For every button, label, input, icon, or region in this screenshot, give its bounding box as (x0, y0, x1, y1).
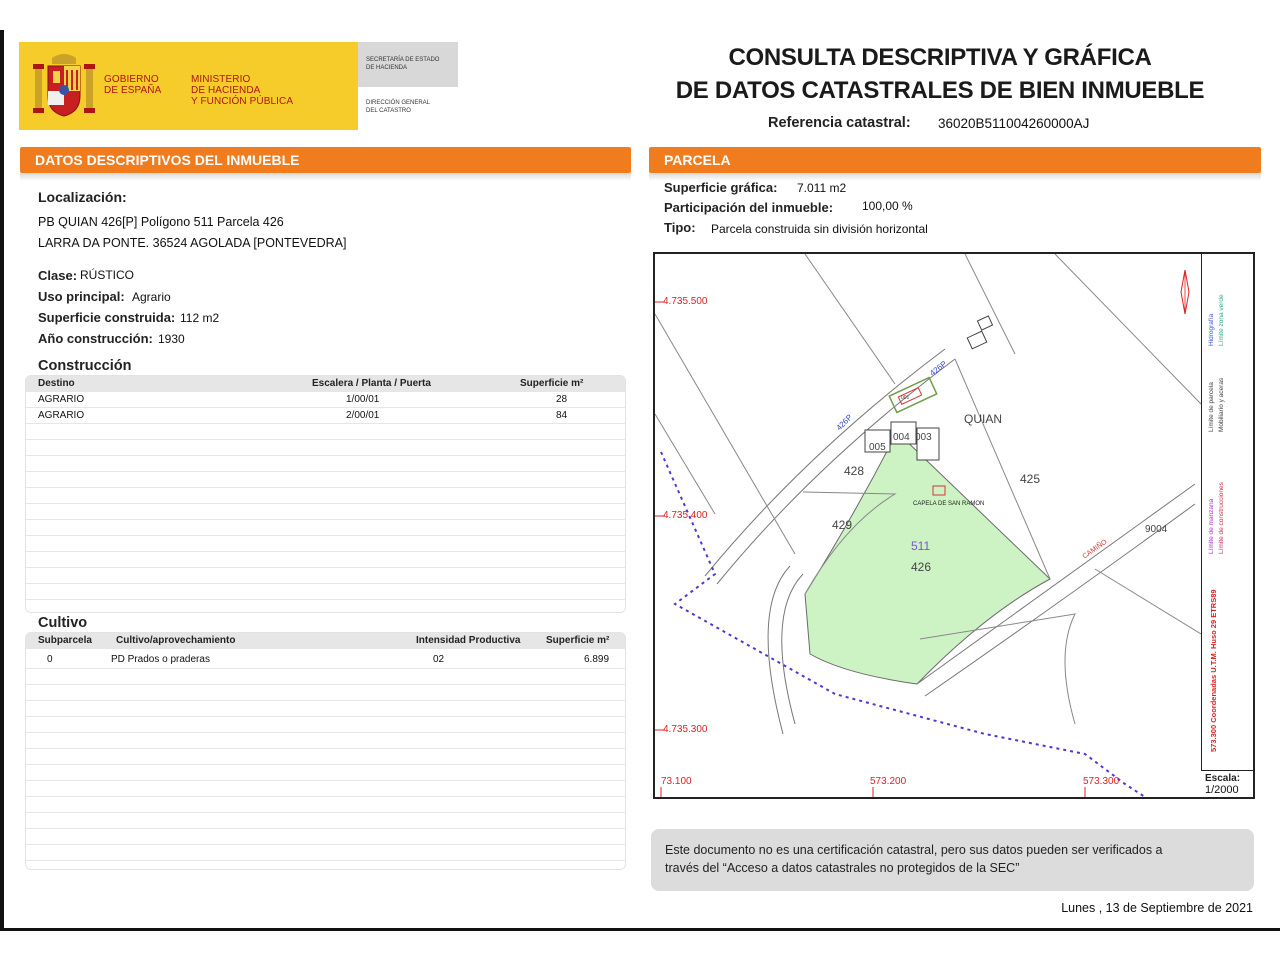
north-arrow-icon (1177, 268, 1193, 316)
table-row-line (26, 700, 625, 701)
table-row-line (26, 407, 625, 408)
anio-construccion-value: 1930 (158, 332, 185, 346)
col-subparcela: Subparcela (38, 635, 92, 646)
page-left-border (0, 30, 4, 930)
document-date: Lunes , 13 de Septiembre de 2021 (1061, 901, 1253, 915)
legend-zona-verde: Límite zona verde (1218, 294, 1225, 346)
legend-limite-construcciones: Límite de construcciones (1218, 482, 1225, 554)
construccion-table (25, 375, 626, 613)
table-cell: 02 (433, 654, 445, 665)
road-426p-label: 426P (928, 359, 949, 378)
localizacion-line2: LARRA DA PONTE. 36524 AGOLADA [PONTEVEDRA] (38, 236, 347, 250)
superficie-grafica-value: 7.011 m2 (797, 181, 847, 195)
parcel-428-label: 428 (844, 464, 865, 478)
y-coord-label: 4.735.400 (663, 510, 708, 521)
table-row-line (26, 780, 625, 781)
x-coord-label: 573.300 (1083, 776, 1120, 787)
building-quian (977, 316, 992, 330)
document-title-line1: CONSULTA DESCRIPTIVA Y GRÁFICA (728, 44, 1152, 71)
camino-label: CAMIÑO (1081, 538, 1109, 561)
table-row-line (26, 716, 625, 717)
x-coord-label: 73.100 (661, 776, 692, 787)
table-row-line (26, 764, 625, 765)
legend-limite-manzana: Límite de manzana (1208, 498, 1215, 554)
col-superficie: Superficie m² (546, 635, 610, 646)
parcel-425-label: 425 (1020, 472, 1041, 486)
table-cell: 1/00/01 (346, 394, 380, 405)
table-row-line (26, 828, 625, 829)
building-001 (889, 378, 936, 413)
header-shadow (20, 173, 631, 181)
table-row-line (26, 583, 625, 584)
map-drawing (655, 254, 1201, 797)
table-row-line (26, 535, 625, 536)
table-row-line (26, 439, 625, 440)
uso-principal-label: Uso principal: (38, 289, 125, 304)
ministerio-text: MINISTERIO DE HACIENDA Y FUNCIÓN PÚBLICA (191, 74, 294, 107)
parcel-429-label: 429 (832, 518, 853, 532)
table-row-line (26, 487, 625, 488)
col-superficie: Superficie m² (520, 378, 584, 389)
table-cell: 28 (556, 394, 568, 405)
secretaria-text: SECRETARÍA DE ESTADO DE HACIENDA (366, 57, 440, 71)
road-426p-label: 426P (834, 412, 855, 433)
document-title-line2: DE DATOS CATASTRALES DE BIEN INMUEBLE (675, 77, 1205, 104)
scale-label: Escala: (1205, 773, 1241, 784)
legend-hidrografia: Hidrografía (1208, 313, 1215, 346)
clase-value: RÚSTICO (80, 268, 134, 282)
x-coord-label: 573.200 (870, 776, 907, 787)
table-row-line (26, 684, 625, 685)
localizacion-label: Localización: (38, 189, 127, 205)
localizacion-line1: PB QUIAN 426[P] Polígono 511 Parcela 426 (38, 215, 284, 229)
superficie-construida-value: 112 m2 (180, 311, 220, 325)
table-row-line (26, 567, 625, 568)
gobierno-text: GOBIERNO DE ESPAÑA (104, 74, 162, 96)
table-row-line (26, 844, 625, 845)
superficie-grafica-label: Superficie gráfica: (664, 180, 778, 195)
road-edge (768, 566, 790, 734)
building-001-label: 001 (901, 395, 910, 401)
parcel-9004-label: 9004 (1145, 524, 1168, 535)
map-scale (1201, 770, 1255, 797)
parcel-boundary (805, 254, 895, 384)
page-bottom-border (0, 928, 1280, 931)
superficie-construida-label: Superficie construida: (38, 310, 176, 325)
poligono-label: 511 (911, 539, 931, 553)
map-legend (1201, 254, 1255, 797)
table-row-line (26, 668, 625, 669)
building-003-label: 003 (915, 432, 932, 443)
datos-descriptivos-header: DATOS DESCRIPTIVOS DEL INMUEBLE (20, 147, 631, 173)
table-row-line (26, 732, 625, 733)
parcel-426-area (805, 432, 1050, 684)
table-row-line (26, 748, 625, 749)
col-escalera: Escalera / Planta / Puerta (312, 378, 431, 389)
legend-coordenadas: 573.300 Coordenadas U.T.M. Huso 29 ETRS89 (1209, 589, 1218, 752)
ref-catastral-value: 36020B511004260000AJ (938, 116, 1090, 131)
table-row-line (26, 455, 625, 456)
table-row-line (26, 599, 625, 600)
participacion-value: 100,00 % (862, 199, 913, 213)
col-intensidad: Intensidad Productiva (416, 635, 521, 646)
table-row-line (26, 503, 625, 504)
cultivo-table (25, 632, 626, 870)
table-row-line (26, 519, 625, 520)
cultivo-title: Cultivo (38, 615, 88, 631)
tipo-value: Parcela construida sin división horizontal (711, 222, 928, 236)
cadastral-map[interactable] (653, 252, 1255, 799)
uso-principal-value: Agrario (132, 290, 171, 304)
legend-mobiliario: Mobiliario y aceras (1218, 377, 1225, 432)
table-cell: 0 (47, 654, 53, 665)
tipo-label: Tipo: (664, 220, 696, 235)
table-cell: 2/00/01 (346, 410, 380, 421)
note-line2: través del “Acceso a datos catastrales no protegidos de la SEC” (665, 861, 1020, 875)
building-004-label: 004 (893, 432, 910, 443)
col-destino: Destino (38, 378, 75, 389)
table-row-line (26, 812, 625, 813)
table-cell: 84 (556, 410, 568, 421)
table-row-line (26, 796, 625, 797)
parcel-boundary (1095, 569, 1201, 634)
building-quian (967, 331, 987, 349)
col-cultivo: Cultivo/aprovechamiento (116, 635, 236, 646)
construccion-title: Construcción (38, 358, 132, 374)
y-coord-label: 4.735.500 (663, 296, 708, 307)
verification-note (651, 829, 1254, 891)
table-cell: AGRARIO (38, 410, 85, 421)
clase-label: Clase: (38, 268, 78, 283)
table-cell: PD Prados o praderas (111, 654, 210, 665)
parcel-boundary (655, 414, 715, 514)
legend-limite-parcela: Límite de parcela (1208, 382, 1215, 432)
table-row-line (26, 423, 625, 424)
road-edge (782, 574, 803, 724)
scale-value: 1/2000 (1205, 784, 1239, 796)
table-row-line (26, 551, 625, 552)
building-005-label: 005 (869, 442, 886, 453)
participacion-label: Participación del inmueble: (664, 200, 834, 215)
table-row-line (26, 471, 625, 472)
note-line1: Este documento no es una certificación catastral, pero sus datos pueden ser verificados a (665, 843, 1163, 857)
table-cell: 6.899 (584, 654, 610, 665)
ref-catastral-label: Referencia catastral: (768, 115, 911, 131)
parcela-label: 426 (911, 560, 932, 574)
table-cell: AGRARIO (38, 394, 85, 405)
quian-place-label: QUIAN (964, 412, 1003, 426)
direccion-text: DIRECCIÓN GENERAL DEL CATASTRO (366, 100, 431, 114)
capela-label: CAPELA DE SAN RAMON (913, 501, 985, 507)
spain-coat-of-arms-icon (32, 52, 96, 118)
table-row-line (26, 860, 625, 861)
parcela-header: PARCELA (649, 147, 1261, 173)
anio-construccion-label: Año construcción: (38, 331, 153, 346)
y-coord-label: 4.735.300 (663, 724, 708, 735)
